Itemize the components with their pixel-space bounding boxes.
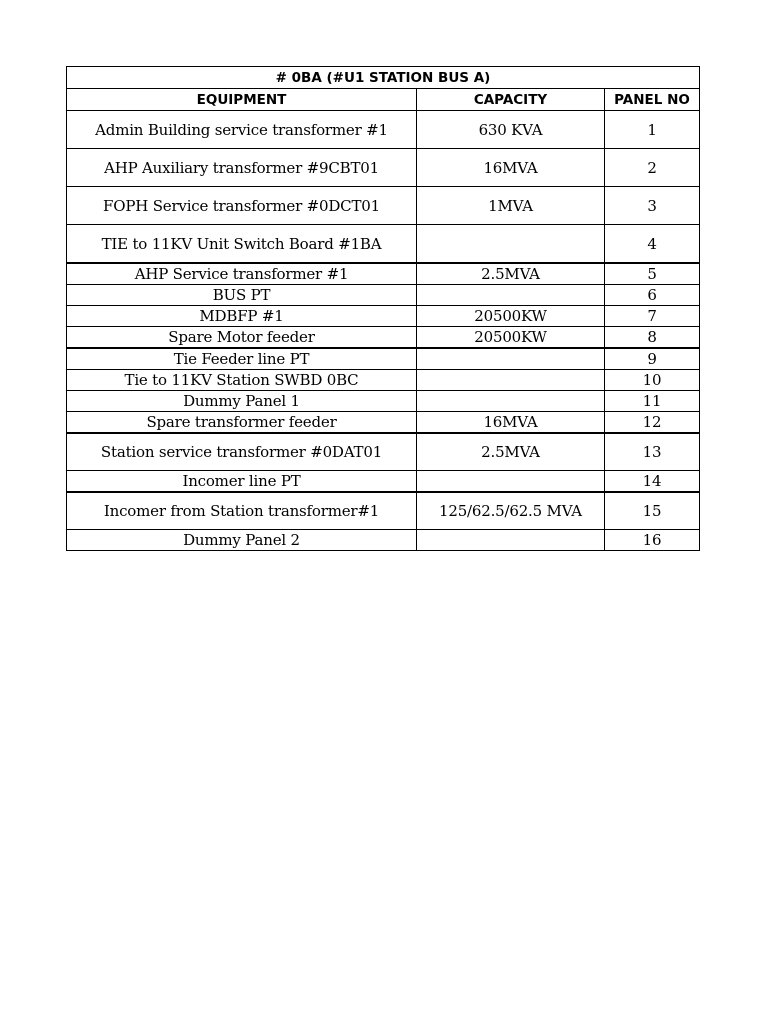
- header-row: [67, 89, 700, 111]
- panel-no-cell: 14: [605, 471, 700, 493]
- table-title-row: [67, 67, 700, 89]
- capacity-cell: [417, 225, 605, 264]
- equipment-cell: Admin Building service transformer #1: [67, 111, 417, 149]
- table-row: [67, 327, 700, 349]
- table-row: [67, 187, 700, 225]
- capacity-cell: 20500KW: [417, 327, 605, 349]
- table-row: [67, 370, 700, 391]
- panel-no-cell: 8: [605, 327, 700, 349]
- equipment-cell: MDBFP #1: [67, 306, 417, 327]
- panel-no-cell: 12: [605, 412, 700, 434]
- panel-no-cell: 2: [605, 149, 700, 187]
- capacity-cell: 2.5MVA: [417, 263, 605, 285]
- capacity-cell: 630 KVA: [417, 111, 605, 149]
- capacity-cell: [417, 471, 605, 493]
- table-title: # 0BA (#U1 STATION BUS A): [67, 67, 700, 89]
- capacity-cell: 16MVA: [417, 412, 605, 434]
- capacity-cell: 2.5MVA: [417, 433, 605, 471]
- equipment-cell: Incomer from Station transformer#1: [67, 492, 417, 530]
- table-row: [67, 149, 700, 187]
- equipment-cell: BUS PT: [67, 285, 417, 306]
- equipment-cell: Dummy Panel 2: [67, 530, 417, 551]
- table-row: [67, 530, 700, 551]
- capacity-cell: [417, 391, 605, 412]
- equipment-cell: Spare transformer feeder: [67, 412, 417, 434]
- panel-no-cell: 5: [605, 263, 700, 285]
- header-panel-no: PANEL NO: [605, 89, 700, 111]
- table-row: [67, 433, 700, 471]
- equipment-cell: AHP Auxiliary transformer #9CBT01: [67, 149, 417, 187]
- capacity-cell: [417, 348, 605, 370]
- equipment-cell: Dummy Panel 1: [67, 391, 417, 412]
- capacity-cell: 125/62.5/62.5 MVA: [417, 492, 605, 530]
- table-row: [67, 225, 700, 264]
- table-row: [67, 285, 700, 306]
- panel-no-cell: 9: [605, 348, 700, 370]
- table-row: [67, 348, 700, 370]
- equipment-cell: Station service transformer #0DAT01: [67, 433, 417, 471]
- panel-no-cell: 3: [605, 187, 700, 225]
- panel-no-cell: 10: [605, 370, 700, 391]
- panel-no-cell: 6: [605, 285, 700, 306]
- equipment-cell: Tie Feeder line PT: [67, 348, 417, 370]
- equipment-cell: AHP Service transformer #1: [67, 263, 417, 285]
- capacity-cell: [417, 530, 605, 551]
- panel-no-cell: 1: [605, 111, 700, 149]
- panel-no-cell: 4: [605, 225, 700, 264]
- equipment-cell: Tie to 11KV Station SWBD 0BC: [67, 370, 417, 391]
- table-row: [67, 263, 700, 285]
- capacity-cell: 1MVA: [417, 187, 605, 225]
- equipment-cell: FOPH Service transformer #0DCT01: [67, 187, 417, 225]
- capacity-cell: [417, 285, 605, 306]
- panel-no-cell: 13: [605, 433, 700, 471]
- table-row: [67, 492, 700, 530]
- capacity-cell: 16MVA: [417, 149, 605, 187]
- equipment-cell: TIE to 11KV Unit Switch Board #1BA: [67, 225, 417, 264]
- panel-no-cell: 15: [605, 492, 700, 530]
- equipment-cell: Incomer line PT: [67, 471, 417, 493]
- header-equipment: EQUIPMENT: [67, 89, 417, 111]
- capacity-cell: 20500KW: [417, 306, 605, 327]
- table-row: [67, 391, 700, 412]
- capacity-cell: [417, 370, 605, 391]
- panel-no-cell: 7: [605, 306, 700, 327]
- equipment-cell: Spare Motor feeder: [67, 327, 417, 349]
- header-capacity: CAPACITY: [417, 89, 605, 111]
- table-row: [67, 111, 700, 149]
- table-row: [67, 412, 700, 434]
- equipment-table: [66, 66, 700, 551]
- table-row: [67, 306, 700, 327]
- table-row: [67, 471, 700, 493]
- panel-no-cell: 11: [605, 391, 700, 412]
- panel-no-cell: 16: [605, 530, 700, 551]
